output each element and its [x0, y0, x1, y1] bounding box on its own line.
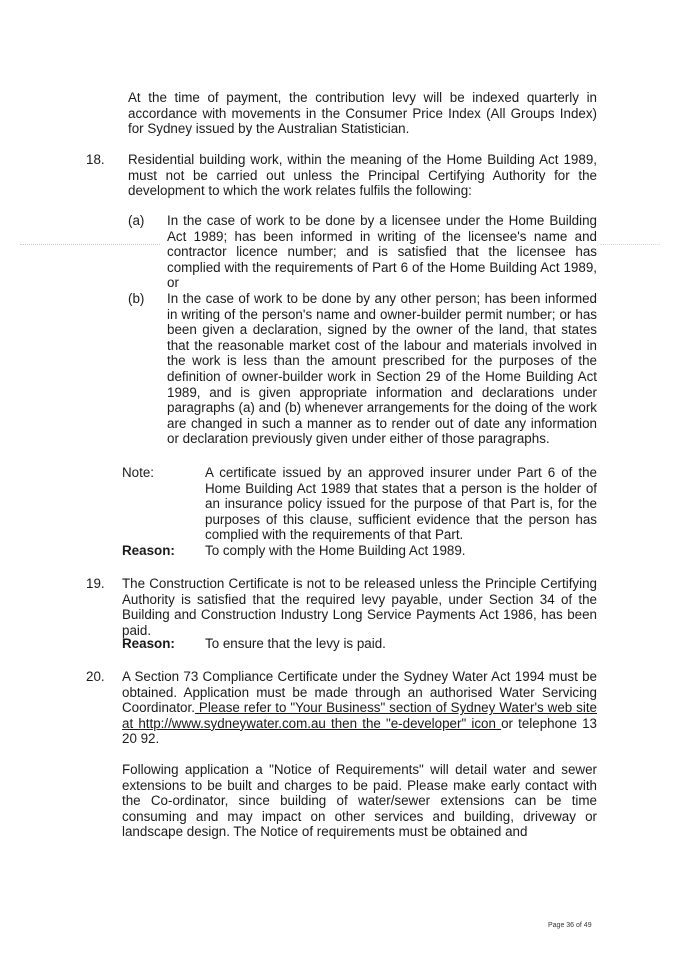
clause-19-text: The Construction Certificate is not to be released unless the Principle Certifying Authority is satisfied that the required levy payable, under Section 34 of the Building and Construction Industry Long Service Payments Act 1986, has been paid. — [122, 576, 597, 638]
intro-paragraph: At the time of payment, the contribution levy will be indexed quarterly in accordance with movements in the Consumer Price Index (All Groups Index) for Sydney issued by the Australian Statistician. — [128, 90, 597, 137]
clause-19-reason-text: To ensure that the levy is paid. — [205, 636, 386, 651]
clause-18-b-text: In the case of work to be done by any other person; has been informed in writing of the person's name and owner-builder permit number; or has been given a declaration, signed by the owner of the land, that states that the reasonable market cost of the labour and materials involved in the work is less than the amount prescribed for the purposes of the definition of owner-builder work in Section 29 of the Home Building Act 1989, and is given appropriate information and declarations under paragraphs (a) and (b) whenever arrangements for the doing of the work are changed in such a manner as to render out of date any information or declaration previously given under either of those paragraphs. — [167, 291, 597, 447]
clause-20-text — [122, 669, 597, 747]
clause-20-followup: Following application a "Notice of Requirements" will detail water and sewer extensions to be built and charges to be paid. Please make early contact with the Co-ordinator, since building of water/sewer extensions can be time consuming and may impact on other services and building, driveway or landscape design. The Notice of requirements must be obtained and — [122, 762, 597, 840]
clause-20-text-tail: or telephone 13 20 92. — [122, 715, 597, 747]
clause-20-text-plain: A Section 73 Compliance Certificate under the Sydney Water Act 1994 must be obtained. Application must be made through an authorised Water Servicing Coordinator. — [122, 669, 597, 716]
clause-18-reason-label: Reason: — [122, 543, 175, 558]
page-number: Page 36 of 49 — [548, 922, 592, 929]
clause-20-number: 20. — [86, 669, 105, 684]
clause-19-reason-label: Reason: — [122, 636, 175, 651]
scan-artifact — [600, 244, 660, 245]
clause-18-a-text: In the case of work to be done by a licensee under the Home Building Act 1989; has been informed in writing of the licensee's name and contractor licence number; and is satisfied that the licensee has complied with the requirements of Part 6 of the Home Building Act 1989, or — [167, 213, 597, 291]
scan-artifact — [20, 244, 160, 245]
clause-18-text: Residential building work, within the meaning of the Home Building Act 1989, must not be carried out unless the Principal Certifying Authority for the development to which the work relates fulfils the following: — [128, 152, 597, 199]
clause-19-number: 19. — [86, 576, 105, 591]
clause-18-b-label: (b) — [128, 291, 145, 306]
sydney-water-web-reference[interactable]: Please refer to "Your Business" section of Sydney Water's web site at http://www.sydneywater.com.au then the "e-developer" icon — [122, 700, 597, 731]
clause-18-number: 18. — [86, 152, 105, 167]
clause-18-note-label: Note: — [122, 465, 155, 480]
clause-18-reason-text: To comply with the Home Building Act 1989. — [205, 543, 466, 558]
clause-18-note-text: A certificate issued by an approved insurer under Part 6 of the Home Building Act 1989 that states that a person is the holder of an insurance policy issued for the purpose of that Part is, for the purposes of this clause, sufficient evidence that the person has complied with the requirements of that Part. — [205, 465, 597, 543]
clause-18-a-label: (a) — [128, 213, 145, 228]
